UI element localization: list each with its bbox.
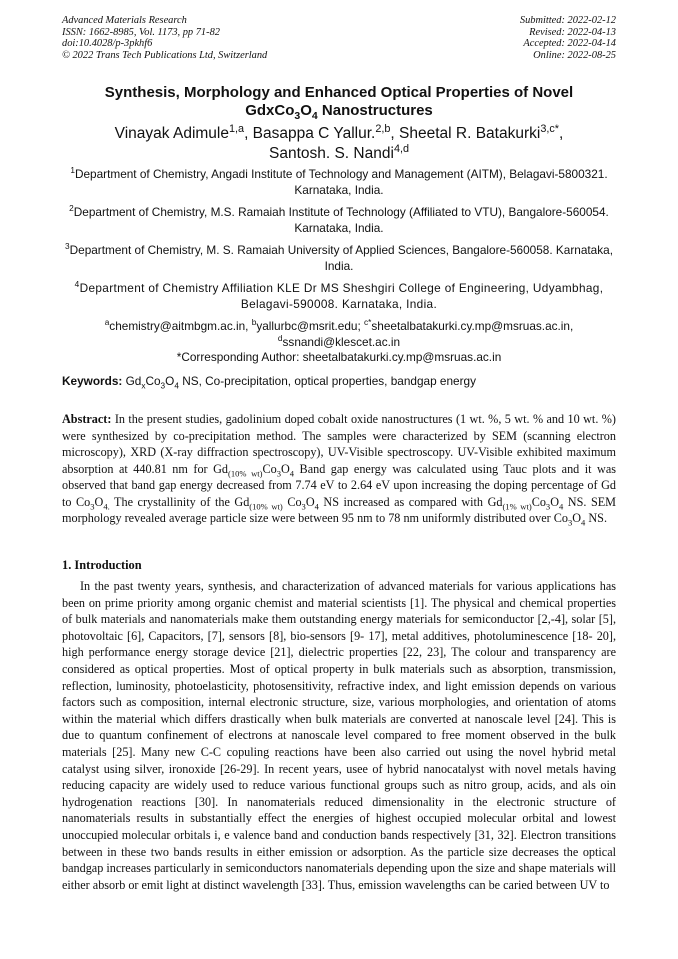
affiliation-4: $^4$Department of Chemistry Affiliation KLE Dr MS Sheshgiri College of Engineering, Udyambhag, Belagavi-590008. Karnataka, India.: [74, 280, 604, 311]
copyright-line: © 2022 Trans Tech Publications Ltd, Switzerland: [62, 49, 268, 61]
online-date: Online: 2022-08-25: [533, 49, 616, 61]
introduction-paragraph: In the past twenty years, synthesis, and characterization of advanced materials for various applications has been on prime priority among organic chemist and material scientists [1]. The physical and chemical properties of bulk materials and nanomaterials make them outstanding energy materials for semiconductor [2,-4], solar [5], photovoltaic [6], Capacitors, [7], sensors [8], bio-sensors [9- 17], metal additives, photoluminescence [18- 20], high performance energy storage device [21], dielectric properties [22, 23], The colour and transparency are considered as optical properties. Most of optical property in bulk materials such as absorption, transmission, reflection, luminosity, photoelasticity, photosensitivity, refractive index, and light emission depends on various factors such as composition, internal electronic structure, size, various morphologies, and orientation of atoms within the material which differs drastically when bulk materials are converted at nanoscale level [24]. This is due to quantum confinement of electrons at nanoscale level compared to free moment observed in the bulk materials [25]. Many new C-C copuling reactions have been also carried out using the novel hybrid metal catalyst using silver, ironoxide [26-29]. In recent years, usee of hybrid nanocatalyst with novel metals having reducing capacity are widely used to reduce various functional groups such as nitro group, acids, and als oin hydrogenation reactions [30]. In nanomaterials reduced dimensionality in the electronic structure of nanomaterials results in substantially effect the energies of highest occupied molecular orbital and lowest unoccupied molecular orbitals i, e valence band and conduction bands respectively [31, 32]. Electron transitions between in these two bands results in either emission or adsorption. As the particle size decreases the optical bandgap increases particularly in semiconductors nanomaterials depending upon the size and shape materials will either absorb or emit light at distinct wavelength [33]. Thus, emission wavelengths can be caried between UV to: [62, 579, 617, 892]
abstract-label: Abstract:: [62, 412, 112, 426]
affiliation-3: $^3$Department of Chemistry, M. S. Ramaiah University of Applied Sciences, Bangalore-560058. Karnataka, India.: [65, 242, 613, 273]
email-c[interactable]: sheetalbatakurki.cy.mp@msruas.ac.in,: [371, 319, 574, 333]
author-emails: $^a$chemistry@aitmbgm.ac.in, $^b$yallurbc@msrit.edu; $^{c*}$sheetalbatakurki.cy.mp@msruas.ac.in, $^d$ssnandi@klescet.ac.in: [104, 318, 574, 349]
email-b[interactable]: yallurbc@msrit.edu;: [256, 319, 365, 333]
issn-line: ISSN: 1662-8985, Vol. 1173, pp 71-82: [62, 26, 220, 38]
revised-date: Revised: 2022-04-13: [529, 26, 616, 38]
author-1: Vinayak Adimule: [114, 125, 229, 142]
journal-name: Advanced Materials Research: [62, 15, 187, 26]
title-line-2: $GdxCo_3O_4$ Nanostructures: [245, 102, 433, 122]
submitted-date: Submitted: 2022-02-12: [519, 15, 616, 26]
affiliation-1: $^1$Department of Chemistry, Angadi Institute of Technology and Management (AITM), Belagavi-5800321. Karnataka, India.: [70, 166, 608, 197]
section-heading-introduction: 1. Introduction: [62, 558, 142, 572]
author-list: Vinayak Adimule$^{1,a}$, Basappa C Yallur.$^{2,b}$, Sheetal R. Batakurki$^{3,c*}$, Santosh. S. Nandi$^{4,d}$: [114, 122, 564, 162]
affiliation-2: $^2$Department of Chemistry, M.S. Ramaiah Institute of Technology (Affiliated to VTU), Bangalore-560054. Karnataka, India.: [69, 204, 609, 235]
title-line-1: Synthesis, Morphology and Enhanced Optical Properties of Novel: [104, 84, 574, 101]
email-a[interactable]: chemistry@aitmbgm.ac.in,: [109, 319, 252, 333]
dates-info: [520, 15, 616, 61]
author-4: Santosh. S. Nandi: [268, 145, 394, 162]
keywords: Keywords: $Gd_xCo_3O_4$ NS, Co-precipitation, optical properties, bandgap energy: [62, 374, 476, 391]
affiliations: [62, 167, 616, 366]
paper-title: [62, 84, 616, 120]
abstract: Abstract: In the present studies, gadolinium doped cobalt oxide nanostructures (1 wt. %, 5 wt. % and 10 wt. %) were synthesized by co-precipitation method. The samples were characterized by SEM (scanning electron microscopy), XRD (X-ray diffraction spectroscopy), UV-Visible spectroscopy. UV-Visible exhibited maximum absorption at 440.81 nm for $Gd_{(10\% wt)}Co_3O_4$ Band gap energy was calculated using Tauc plots and it was observed that band gap energy decreased from 7.74 eV to 2.64 eV upon increasing the doping percentage of Gd to $Co_3O_{4.}$ The crystallinity of the $Gd_{(10\% wt)}$ $Co_3O_4$ NS increased as compared with $Gd_{(1\% wt)}Co_3O_4$ NS. SEM morphology revealed average particle size were between 95 nm to 78 nm uniformly distributed over $Co_3O_4$ NS.: [62, 412, 617, 528]
author-3: , Sheetal R. Batakurki: [390, 125, 541, 142]
keywords-label: Keywords:: [62, 374, 123, 388]
corresponding-author: *Corresponding Author: sheetalbatakurki.cy.mp@msruas.ac.in: [176, 350, 502, 364]
email-d[interactable]: ssnandi@klescet.ac.in: [282, 334, 401, 349]
author-2: , Basappa C Yallur.: [244, 125, 376, 142]
journal-info: [62, 15, 267, 61]
doi-line: doi:10.4028/p-3pkhf6: [62, 38, 153, 50]
accepted-date: Accepted: 2022-04-14: [523, 38, 616, 50]
